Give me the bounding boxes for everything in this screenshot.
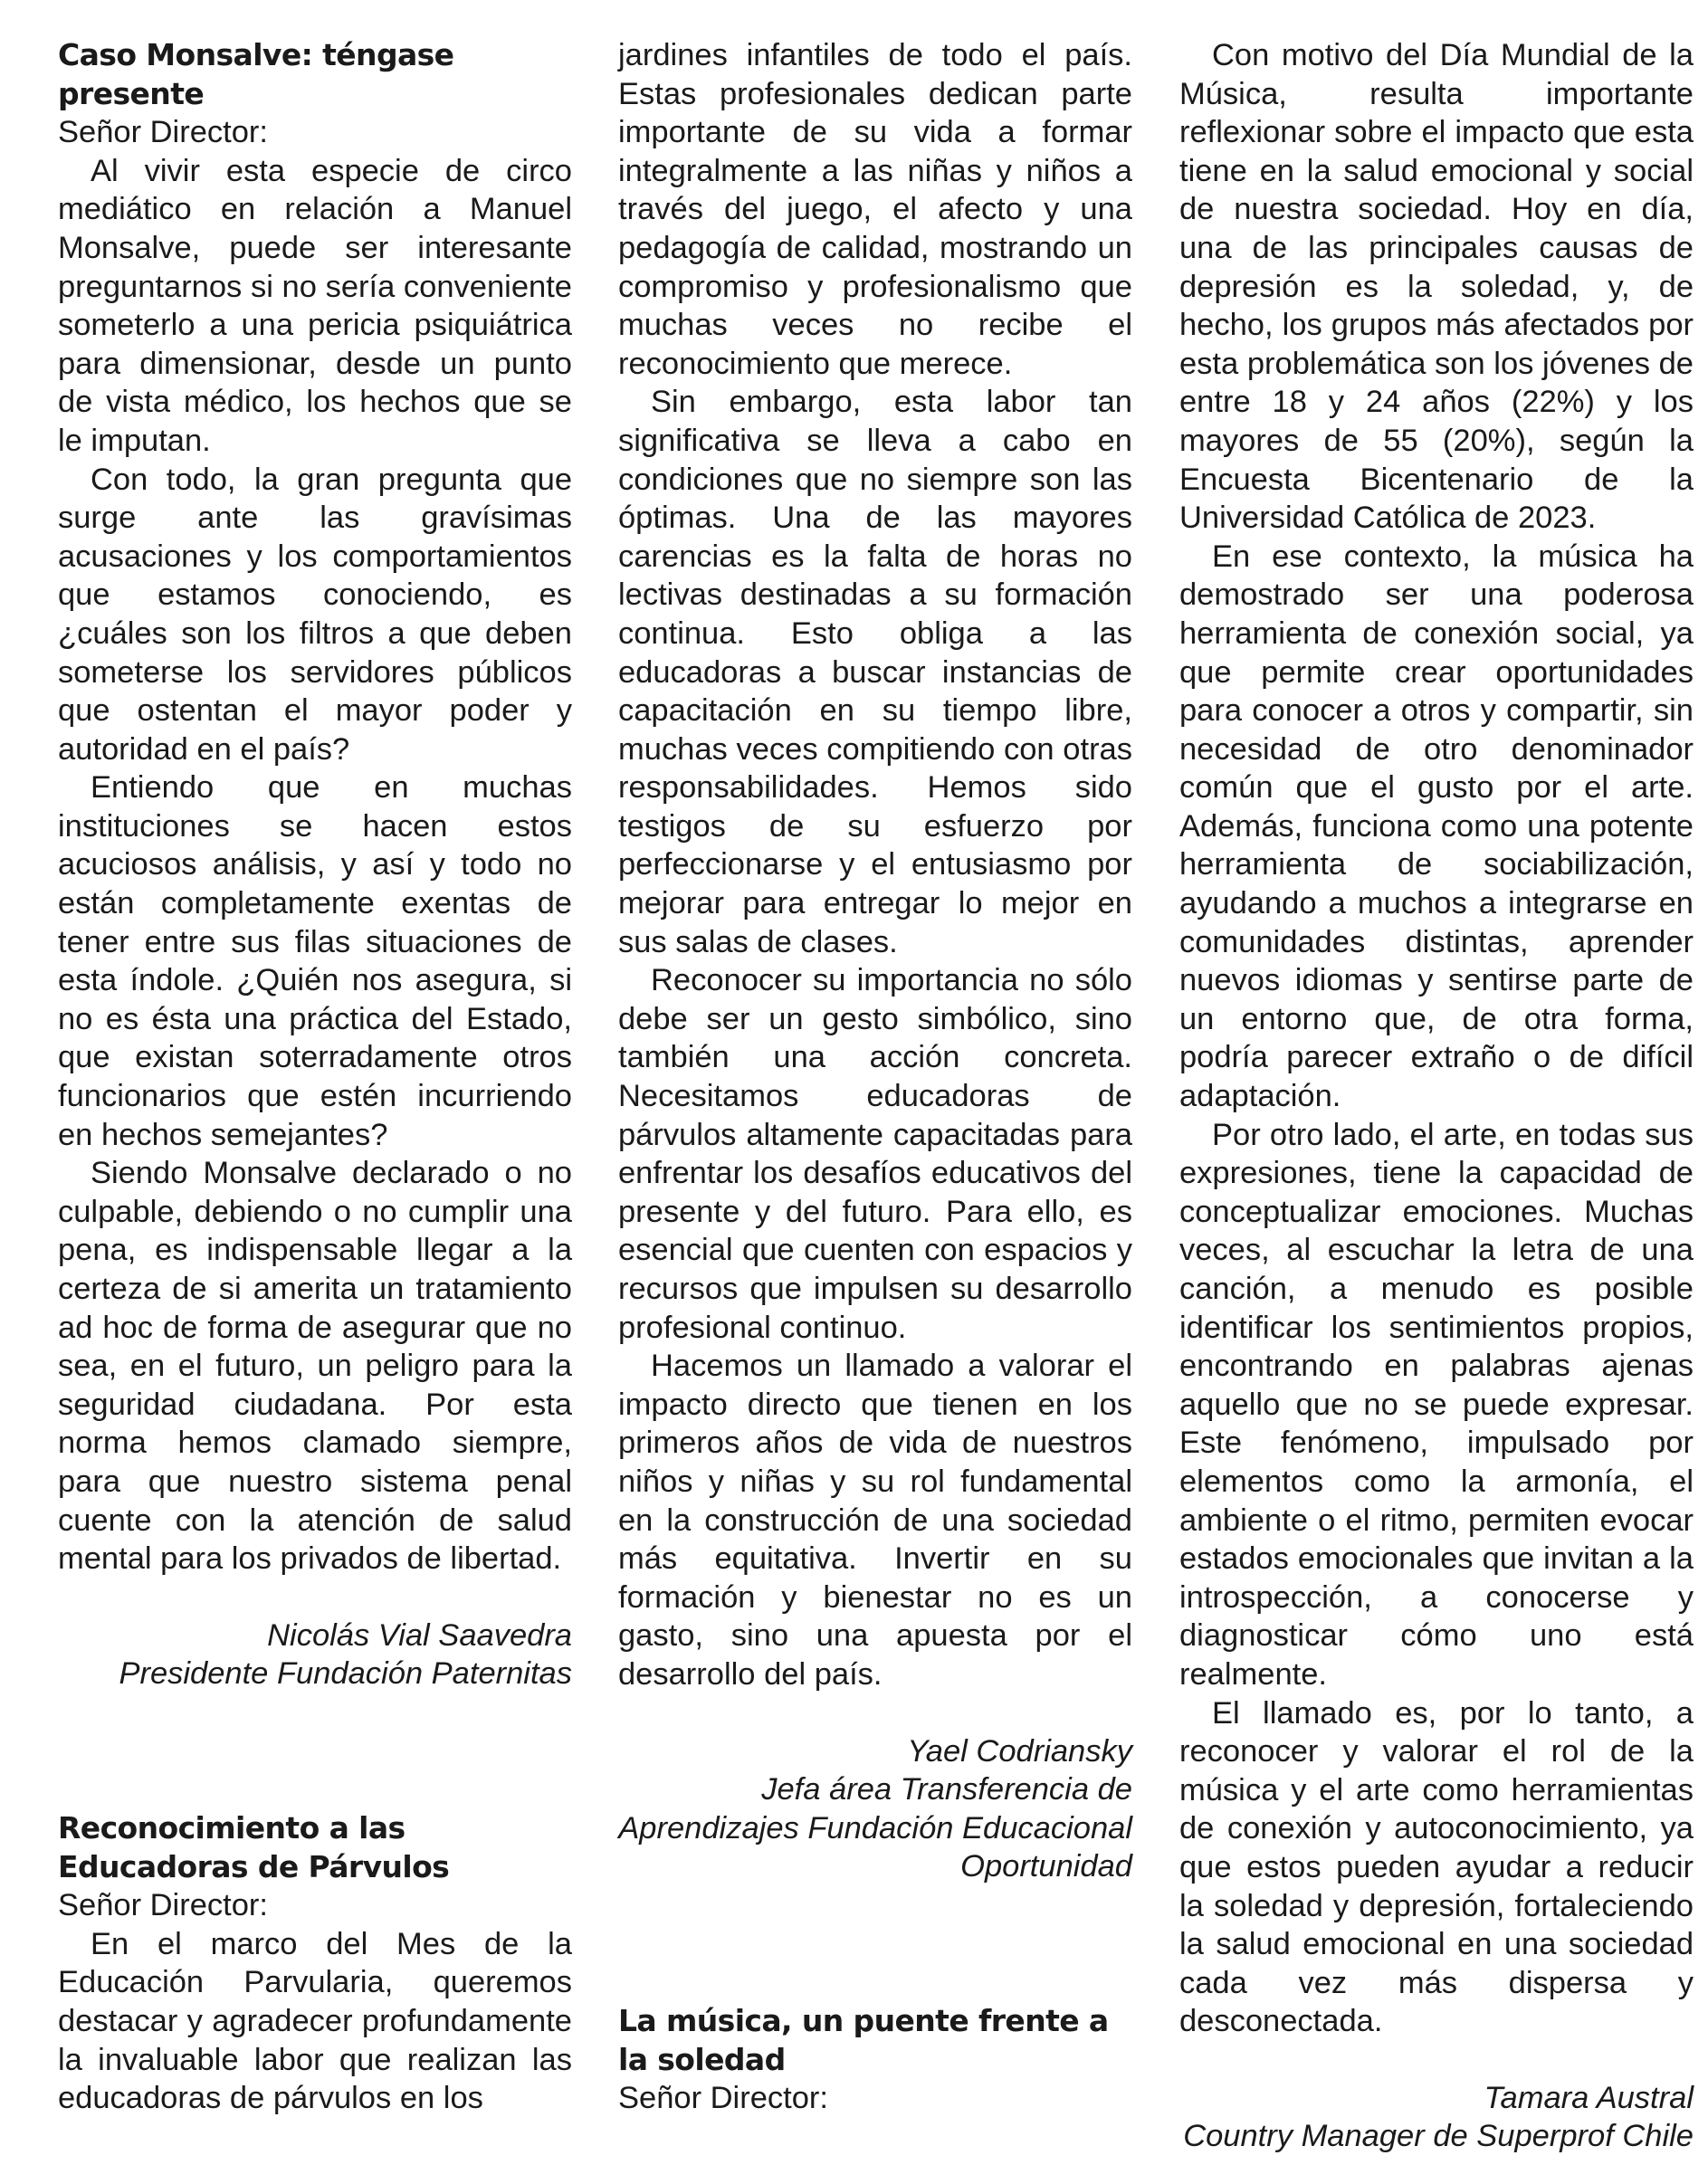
signature-role: Presidente Fundación Paternitas [119, 1656, 572, 1692]
letter-musica-soledad [618, 2002, 1132, 2118]
signature-role: Aprendizajes Fundación Educacional [618, 1810, 1132, 1845]
signature-role: Jefa área Transferencia de [761, 1772, 1132, 1807]
letter-musica-continued [1179, 36, 1694, 2156]
letter-salutation: Señor Director: [618, 2081, 828, 2116]
letter-paragraph: Por otro lado, el arte, en todas sus expresiones, tiene la capacidad de conceptualizar emociones. Muchas veces, al escuchar la letra de una canción, a menudo es posible identificar los sentimientos propios, encontrando en palabras ajenas aquello que no se puede expresar. Este fenómeno, impulsado por elementos como la armonía, el ambiente o el ritmo, permiten evocar estados emocionales que invitan a la introspección, a conocerse y diagnosticar cómo uno está realmente. [1179, 1117, 1694, 1692]
signature-role: Oportunidad [960, 1849, 1132, 1884]
letter-paragraph: Reconocer su importancia no sólo debe ser un gesto simbólico, sino también una acción concreta. Necesitamos educadoras de párvulos altamente capacitadas para enfrentar los desafíos educativos del presente y del futuro. Para ello, es esencial que cuenten con espacios y recursos que impulsen su desarrollo profesional continuo. [618, 963, 1132, 1345]
letter-salutation: Señor Director: [58, 115, 268, 150]
column-1 [58, 36, 572, 2118]
letter-caso-monsalve [58, 36, 572, 1693]
letter-paragraph: Con todo, la gran pregunta que surge ante las gravísimas acusaciones y los comportamientos que estamos conociendo, es ¿cuáles son los filtros a que deben someterse los servidores públicos que ostentan el mayor poder y autoridad en el país? [58, 462, 572, 767]
letter-paragraph: El llamado es, por lo tanto, a reconocer y valorar el rol de la música y el arte como herramientas de conexión y autoconocimiento, ya que estos pueden ayudar a reducir la soledad y depresión, fortaleciendo la salud emocional en una sociedad cada vez más dispersa y desconectada. [1179, 1695, 1694, 2039]
signature-name: Nicolás Vial Saavedra [267, 1617, 572, 1653]
column-3 [1179, 36, 1694, 2156]
signature-name: Yael Codriansky [907, 1733, 1132, 1769]
letter-title: Caso Monsalve: téngase presente [58, 37, 454, 111]
letter-salutation: Señor Director: [58, 1888, 268, 1923]
signature-name: Tamara Austral [1484, 2080, 1694, 2115]
letter-educadoras-continued [618, 36, 1132, 1886]
letter-educadoras-parvulos [58, 1809, 572, 2118]
signature-role: Country Manager de Superprof Chile [1183, 2119, 1694, 2154]
letter-paragraph: En ese contexto, la música ha demostrado ser una poderosa herramienta de conexión social, ya que permite crear oportunidades para conocer a otros y compartir, sin necesidad de otro denominador común que el gusto por el arte. Además, funciona como una potente herramienta de sociabilización, ayudando a muchos a integrarse en comunidades distintas, aprender nuevos idiomas y sentirse parte de un entorno que, de otra forma, podría parecer extraño o de difícil adaptación. [1179, 539, 1694, 1114]
letter-paragraph: jardines infantiles de todo el país. Estas profesionales dedican parte importante de su vida a formar integralmente a las niñas y niños a través del juego, el afecto y una pedagogía de calidad, mostrando un compromiso y profesionalismo que muchas veces no recibe el reconocimiento que merece. [618, 38, 1132, 381]
letter-paragraph: Siendo Monsalve declarado o no culpable, debiendo o no cumplir una pena, es indispensable llegar a la certeza de si amerita un tratamiento ad hoc de forma de asegurar que no sea, en el futuro, un peligro para la seguridad ciudadana. Por esta norma hemos clamado siempre, para que nuestro sistema penal cuente con la atención de salud mental para los privados de libertad. [58, 1156, 572, 1577]
letter-title: La música, un puente frente a la soledad [618, 2002, 1109, 2077]
letter-title: Reconocimiento a las Educadoras de Párvulos [58, 1809, 450, 1884]
letter-paragraph: En el marco del Mes de la Educación Parvularia, queremos destacar y agradecer profundamente la invaluable labor que realizan las educadoras de párvulos en los [58, 1926, 572, 2116]
letter-paragraph: Sin embargo, esta labor tan significativa se lleva a cabo en condiciones que no siempre son las óptimas. Una de las mayores carencias es la falta de horas no lectivas destinadas a su formación continua. Esto obliga a las educadoras a buscar instancias de capacitación en su tiempo libre, muchas veces compitiendo con otras responsabilidades. Hemos sido testigos de su esfuerzo por perfeccionarse y el entusiasmo por mejorar para entregar lo mejor en sus salas de clases. [618, 385, 1132, 959]
column-2 [618, 36, 1132, 2118]
letter-paragraph: Al vivir esta especie de circo mediático en relación a Manuel Monsalve, puede ser interesante preguntarnos si no sería conveniente someterlo a una pericia psiquiátrica para dimensionar, desde un punto de vista médico, los hechos que se le imputan. [58, 153, 572, 458]
letter-paragraph: Entiendo que en muchas instituciones se hacen estos acuciosos análisis, y así y todo no están completamente exentas de tener entre sus filas situaciones de esta índole. ¿Quién nos asegura, si no es ésta una práctica del Estado, que existan soterradamente otros funcionarios que estén incurriendo en hechos semejantes? [58, 770, 572, 1152]
letter-paragraph: Hacemos un llamado a valorar el impacto directo que tienen en los primeros años de vida de nuestros niños y niñas y su rol fundamental en la construcción de una sociedad más equitativa. Invertir en su formación y bienestar no es un gasto, sino una apuesta por el desarrollo del país. [618, 1349, 1132, 1692]
letter-paragraph: Con motivo del Día Mundial de la Música, resulta importante reflexionar sobre el impacto que esta tiene en la salud emocional y social de nuestra sociedad. Hoy en día, una de las principales causas de depresión es la soledad, y, de hecho, los grupos más afectados por esta problemática son los jóvenes de entre 18 y 24 años (22%) y los mayores de 55 (20%), según la Encuesta Bicentenario de la Universidad Católica de 2023. [1179, 38, 1694, 536]
